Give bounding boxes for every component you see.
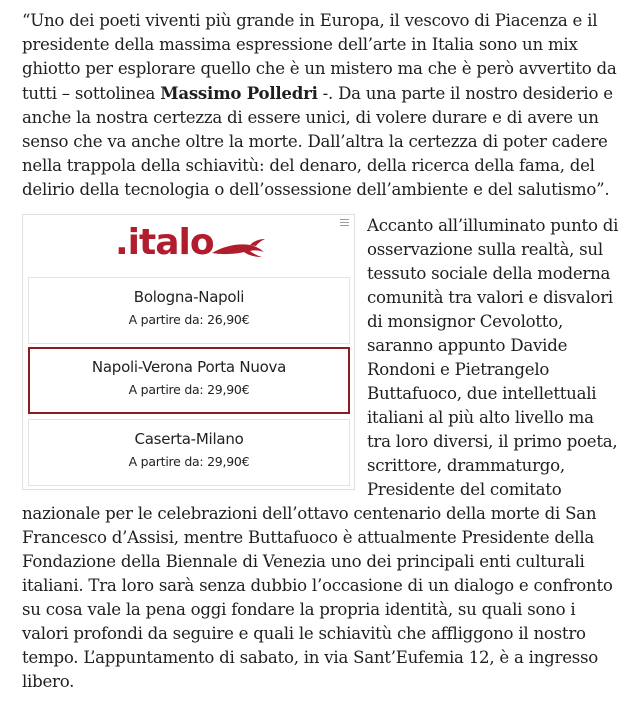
route-price: A partire da: 26,90€ xyxy=(128,312,250,327)
italo-ad-banner[interactable] xyxy=(22,214,355,490)
route-price: A partire da: 29,90€ xyxy=(128,382,250,397)
paragraph-text: -. Da una parte il nostro desiderio e anche la nostra certezza di essere unici, di volere durare e di avere un senso che va anche oltre la morte. Dall’altra la certezza di poter cadere nella trappola della schiavitù: del denaro, della ricerca della fama, del delirio della tecnologia o dell’ossessione dell’ambiente e del salutismo”. xyxy=(22,84,613,199)
route-card-caserta-milano[interactable] xyxy=(28,419,350,486)
hamburger-icon[interactable] xyxy=(340,219,349,227)
paragraph-text: “Uno dei poeti viventi più grande in Europa, il vescovo di Piacenza e il presidente della massima espressione dell’arte in Italia sono un mix ghiotto per esplorare quello che è un mistero ma che è però avvertito da tutti – sottolinea xyxy=(22,11,617,103)
route-card-napoli-verona[interactable] xyxy=(28,347,350,414)
article-body xyxy=(22,9,620,694)
route-name: Napoli-Verona Porta Nuova xyxy=(91,358,287,376)
route-price: A partire da: 29,90€ xyxy=(128,454,250,469)
author-name: Massimo Polledri xyxy=(160,83,318,103)
route-name: Bologna-Napoli xyxy=(133,288,245,306)
hare-logo-icon xyxy=(210,233,268,259)
route-card-bologna-napoli[interactable] xyxy=(28,277,350,344)
article-paragraph-2: Accanto all’illuminato punto di osservazione sulla realtà, sul tessuto sociale della moderna comunità tra valori e disvalori di monsignor Cevolotto, saranno appunto Davide Rondoni e Pietrangelo Buttafuoco, due intellettuali italiani al più alto livello ma tra loro diversi, il primo poeta, scrittore, drammaturgo, Presidente del comitato nazionale per le celebrazioni dell’ottavo centenario della morte di San Francesco d’Assisi, mentre Buttafuoco è attualmente Presidente della Fondazione della Biennale di Venezia uno dei principali enti culturali italiani. Tra loro sarà senza dubbio l’occasione di un dialogo e confronto su cosa vale la pena oggi fondare la propria identità, su quali sono i valori profondi da seguire e quali le schiavitù che affliggono il nostro tempo. L’appuntamento di sabato, in via Sant’Eufemia 12, è a ingresso libero. xyxy=(22,216,619,691)
italo-logo-text: .italo xyxy=(115,222,214,263)
route-name: Caserta-Milano xyxy=(134,430,244,448)
italo-logo[interactable] xyxy=(115,223,268,263)
article-paragraph-1 xyxy=(22,9,620,202)
